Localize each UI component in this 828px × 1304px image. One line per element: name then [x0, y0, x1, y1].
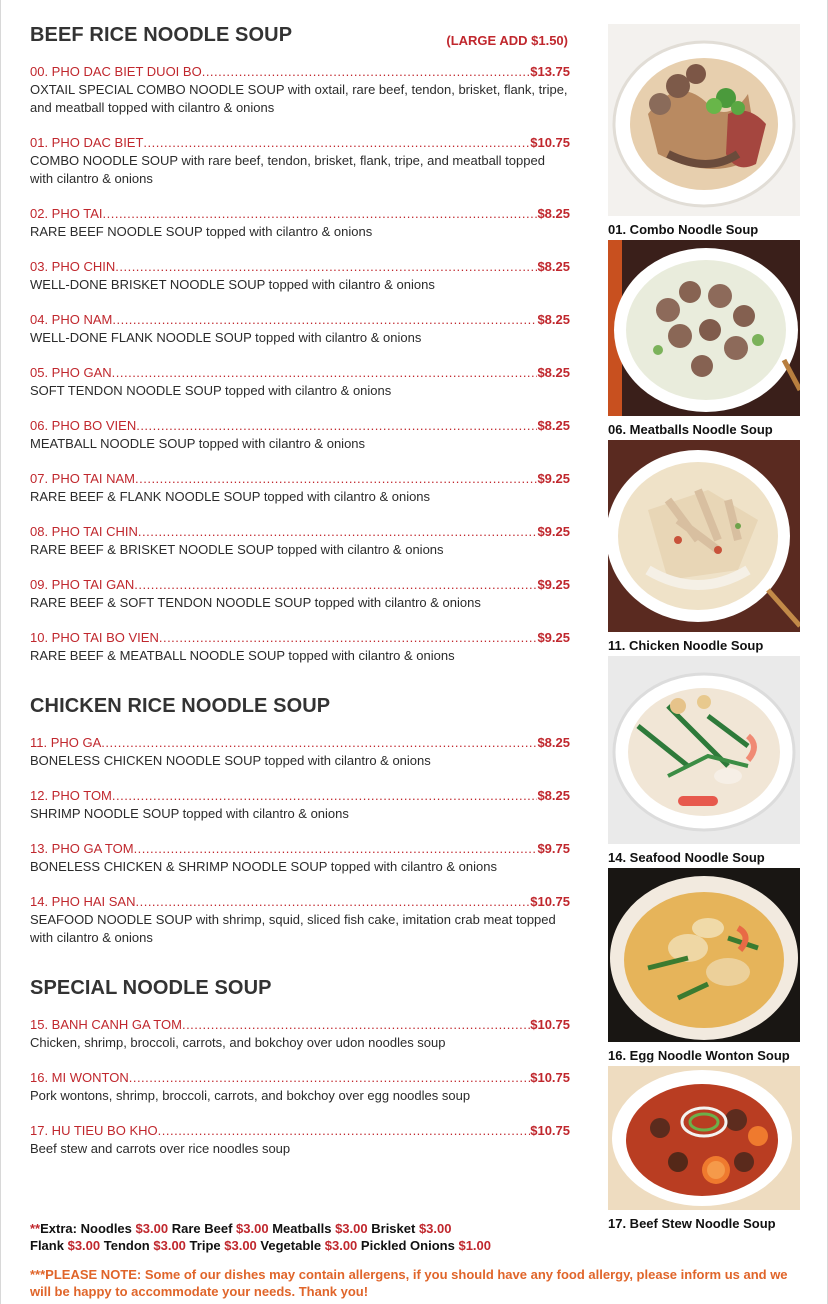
- extra-name: Tripe: [189, 1238, 221, 1253]
- extra-name: Vegetable: [260, 1238, 322, 1253]
- special-section-title: SPECIAL NOODLE SOUP: [30, 977, 272, 999]
- extra-name: Pickled Onions: [360, 1238, 455, 1253]
- chicken-section-title: CHICKEN RICE NOODLE SOUP: [30, 695, 331, 717]
- item-description: SEAFOOD NOODLE SOUP with shrimp, squid, sliced fish cake, imitation crab meat topped with cilantro & onions: [30, 912, 556, 945]
- item-name: 16. MI WONTON: [30, 1070, 129, 1085]
- special-items: [30, 1017, 570, 1158]
- menu-item: [30, 894, 570, 947]
- menu-item: [30, 577, 570, 612]
- photo-caption: 17. Beef Stew Noodle Soup: [608, 1216, 776, 1231]
- menu-item: [30, 735, 570, 770]
- item-description: OXTAIL SPECIAL COMBO NOODLE SOUP with oxtail, rare beef, tendon, brisket, flank, tripe, and meatball topped with cilantro & onions: [30, 82, 568, 115]
- item-name: 12. PHO TOM: [30, 788, 112, 803]
- item-description: BONELESS CHICKEN & SHRIMP NOODLE SOUP topped with cilantro & onions: [30, 859, 497, 874]
- photo-caption: 16. Egg Noodle Wonton Soup: [608, 1048, 790, 1063]
- meatball-soup-photo: [608, 240, 800, 416]
- item-name: 04. PHO NAM: [30, 312, 113, 327]
- item-price: $8.25: [537, 418, 570, 433]
- beef-items: [30, 64, 570, 665]
- item-price: $8.25: [537, 259, 570, 274]
- large-add-note: (LARGE ADD $1.50): [446, 33, 568, 48]
- item-price: $9.25: [537, 524, 570, 539]
- item-description: BONELESS CHICKEN NOODLE SOUP topped with cilantro & onions: [30, 753, 431, 768]
- item-price: $8.25: [537, 206, 570, 221]
- special-section-header: [30, 977, 570, 1017]
- item-price: $10.75: [530, 135, 570, 150]
- item-price: $8.25: [537, 365, 570, 380]
- item-price: $10.75: [530, 1070, 570, 1085]
- menu-item: [30, 1070, 570, 1105]
- menu-item: [30, 1017, 570, 1052]
- item-price: $10.75: [530, 1123, 570, 1138]
- beef-section-header: [30, 24, 570, 64]
- extras-label: Extra:: [40, 1221, 77, 1236]
- allergen-note: ***PLEASE NOTE: Some of our dishes may contain allergens, if you should have any food allergy, please inform us and we will be happy to accommodate your needs. Thank you!: [30, 1267, 788, 1299]
- item-description: RARE BEEF & BRISKET NOODLE SOUP topped with cilantro & onions: [30, 542, 444, 557]
- seafood-soup-photo: [608, 656, 800, 844]
- item-price: $9.25: [537, 577, 570, 592]
- chicken-soup-photo: [608, 440, 800, 632]
- item-description: Pork wontons, shrimp, broccoli, carrots, and bokchoy over egg noodles soup: [30, 1088, 471, 1103]
- combo-soup-photo: [608, 24, 800, 216]
- extra-name: Meatballs: [272, 1221, 332, 1236]
- item-name: 09. PHO TAI GAN: [30, 577, 135, 592]
- item-name: 00. PHO DAC BIET DUOI BO: [30, 64, 202, 79]
- extra-price: $3.00: [224, 1238, 257, 1253]
- extra-name: Tendon: [103, 1238, 150, 1253]
- item-price: $8.25: [537, 735, 570, 750]
- menu-item: [30, 841, 570, 876]
- extra-name: Noodles: [80, 1221, 132, 1236]
- item-name: 11. PHO GA: [30, 735, 102, 750]
- item-description: RARE BEEF & SOFT TENDON NOODLE SOUP topped with cilantro & onions: [30, 595, 481, 610]
- item-name: 14. PHO HAI SAN: [30, 894, 136, 909]
- item-price: $10.75: [530, 1017, 570, 1032]
- item-name: 01. PHO DAC BIET: [30, 135, 144, 150]
- item-description: RARE BEEF NOODLE SOUP topped with cilantro & onions: [30, 224, 373, 239]
- item-description: SOFT TENDON NOODLE SOUP topped with cilantro & onions: [30, 383, 392, 398]
- extra-name: Brisket: [371, 1221, 416, 1236]
- menu-item: [30, 788, 570, 823]
- item-description: WELL-DONE FLANK NOODLE SOUP topped with cilantro & onions: [30, 330, 422, 345]
- extras-stars: **: [30, 1221, 41, 1236]
- item-name: 03. PHO CHIN: [30, 259, 116, 274]
- photo-caption: 06. Meatballs Noodle Soup: [608, 422, 773, 437]
- menu-item: [30, 135, 570, 188]
- menu-item: [30, 64, 570, 117]
- item-price: $9.25: [537, 630, 570, 645]
- menu-item: [30, 259, 570, 294]
- extra-name: Flank: [30, 1238, 64, 1253]
- item-description: RARE BEEF & MEATBALL NOODLE SOUP topped with cilantro & onions: [30, 648, 455, 663]
- item-name: 06. PHO BO VIEN: [30, 418, 137, 433]
- menu-item: [30, 524, 570, 559]
- extras-list: [30, 1220, 590, 1254]
- item-name: 17. HU TIEU BO KHO: [30, 1123, 158, 1138]
- menu-item: [30, 365, 570, 400]
- item-description: WELL-DONE BRISKET NOODLE SOUP topped with cilantro & onions: [30, 277, 435, 292]
- wonton-soup-photo: [608, 868, 800, 1042]
- item-description: SHRIMP NOODLE SOUP topped with cilantro & onions: [30, 806, 349, 821]
- extra-price: $3.00: [153, 1238, 186, 1253]
- item-name: 10. PHO TAI BO VIEN: [30, 630, 159, 645]
- item-price: $8.25: [537, 312, 570, 327]
- item-name: 08. PHO TAI CHIN: [30, 524, 138, 539]
- item-description: MEATBALL NOODLE SOUP topped with cilantro & onions: [30, 436, 366, 451]
- extra-price: $3.00: [67, 1238, 101, 1253]
- item-price: $13.75: [530, 64, 570, 79]
- extra-name: Rare Beef: [171, 1221, 233, 1236]
- item-price: $10.75: [530, 894, 570, 909]
- chicken-items: [30, 735, 570, 947]
- extra-price: $3.00: [335, 1221, 368, 1236]
- menu-item: [30, 471, 570, 506]
- photo-caption: 14. Seafood Noodle Soup: [608, 850, 765, 865]
- extra-price: $3.00: [418, 1221, 452, 1236]
- photo-column: [608, 24, 800, 1234]
- extra-price: $3.00: [324, 1238, 358, 1253]
- photo-caption: 11. Chicken Noodle Soup: [608, 638, 764, 653]
- menu-item: [30, 206, 570, 241]
- menu-item: [30, 1123, 570, 1158]
- extra-price: $1.00: [458, 1238, 492, 1253]
- item-name: 02. PHO TAI: [30, 206, 103, 221]
- menu-column: [30, 24, 570, 1176]
- beef-stew-soup-photo: [608, 1066, 800, 1210]
- item-description: RARE BEEF & FLANK NOODLE SOUP topped with cilantro & onions: [30, 489, 431, 504]
- chicken-section-header: [30, 695, 570, 735]
- photo-caption: 01. Combo Noodle Soup: [608, 222, 759, 237]
- menu-item: [30, 630, 570, 665]
- item-description: COMBO NOODLE SOUP with rare beef, tendon, brisket, flank, tripe, and meatball topped with cilantro & onions: [30, 153, 545, 186]
- menu-item: [30, 418, 570, 453]
- item-price: $8.25: [537, 788, 570, 803]
- item-description: Chicken, shrimp, broccoli, carrots, and bokchoy over udon noodles soup: [30, 1035, 446, 1050]
- item-name: 05. PHO GAN: [30, 365, 112, 380]
- item-name: 15. BANH CANH GA TOM: [30, 1017, 182, 1032]
- item-name: 07. PHO TAI NAM: [30, 471, 135, 486]
- item-price: $9.75: [537, 841, 570, 856]
- item-description: Beef stew and carrots over rice noodles soup: [30, 1141, 291, 1156]
- menu-item: [30, 312, 570, 347]
- item-name: 13. PHO GA TOM: [30, 841, 134, 856]
- extra-price: $3.00: [135, 1221, 169, 1236]
- item-price: $9.25: [537, 471, 570, 486]
- beef-section-title: BEEF RICE NOODLE SOUP: [30, 24, 293, 46]
- extra-price: $3.00: [236, 1221, 269, 1236]
